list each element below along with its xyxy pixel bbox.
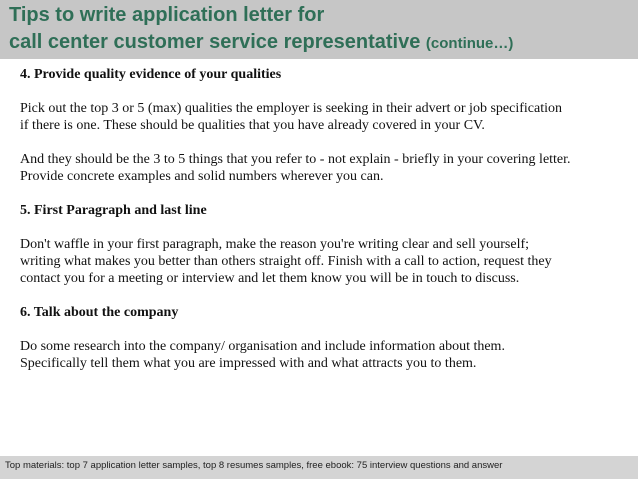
text-line: contact you for a meeting or interview and let them know you will be in touch to discuss. xyxy=(20,271,520,286)
text-line: Specifically tell them what you are impressed with and what attracts you to them. xyxy=(20,356,477,371)
section-6-paragraph-1 xyxy=(20,338,630,372)
text-line: Provide concrete examples and solid numbers wherever you can. xyxy=(20,169,384,184)
page-title-main: call center customer service representative xyxy=(9,31,421,53)
section-4-paragraph-1 xyxy=(20,100,630,134)
page-title-line-1: Tips to write application letter for xyxy=(9,4,325,26)
text-line: Do some research into the company/ organisation and include information about them. xyxy=(20,339,505,354)
text-line: And they should be the 3 to 5 things that you refer to - not explain - briefly in your covering letter. xyxy=(20,152,571,167)
text-line: writing what makes you better than others straight off. Finish with a call to action, request they xyxy=(20,254,552,269)
section-heading-5: 5. First Paragraph and last line xyxy=(20,203,207,218)
slide-body xyxy=(20,66,630,389)
title-band xyxy=(0,0,638,59)
text-line: if there is one. These should be qualities that you have already covered in your CV. xyxy=(20,118,485,133)
section-heading-6: 6. Talk about the company xyxy=(20,305,179,320)
section-5-paragraph-1 xyxy=(20,236,630,287)
text-line: Pick out the top 3 or 5 (max) qualities the employer is seeking in their advert or job specification xyxy=(20,101,562,116)
footer-text: Top materials: top 7 application letter samples, top 8 resumes samples, free ebook: 75 interview questions and answer xyxy=(5,460,503,471)
section-4-paragraph-2 xyxy=(20,151,630,185)
text-line: Don't waffle in your first paragraph, make the reason you're writing clear and sell yourself; xyxy=(20,237,530,252)
footer-band xyxy=(0,456,638,479)
section-heading-4: 4. Provide quality evidence of your qualities xyxy=(20,67,282,82)
page-title-line-2 xyxy=(9,30,513,56)
page-title-suffix: (continue…) xyxy=(425,35,514,52)
